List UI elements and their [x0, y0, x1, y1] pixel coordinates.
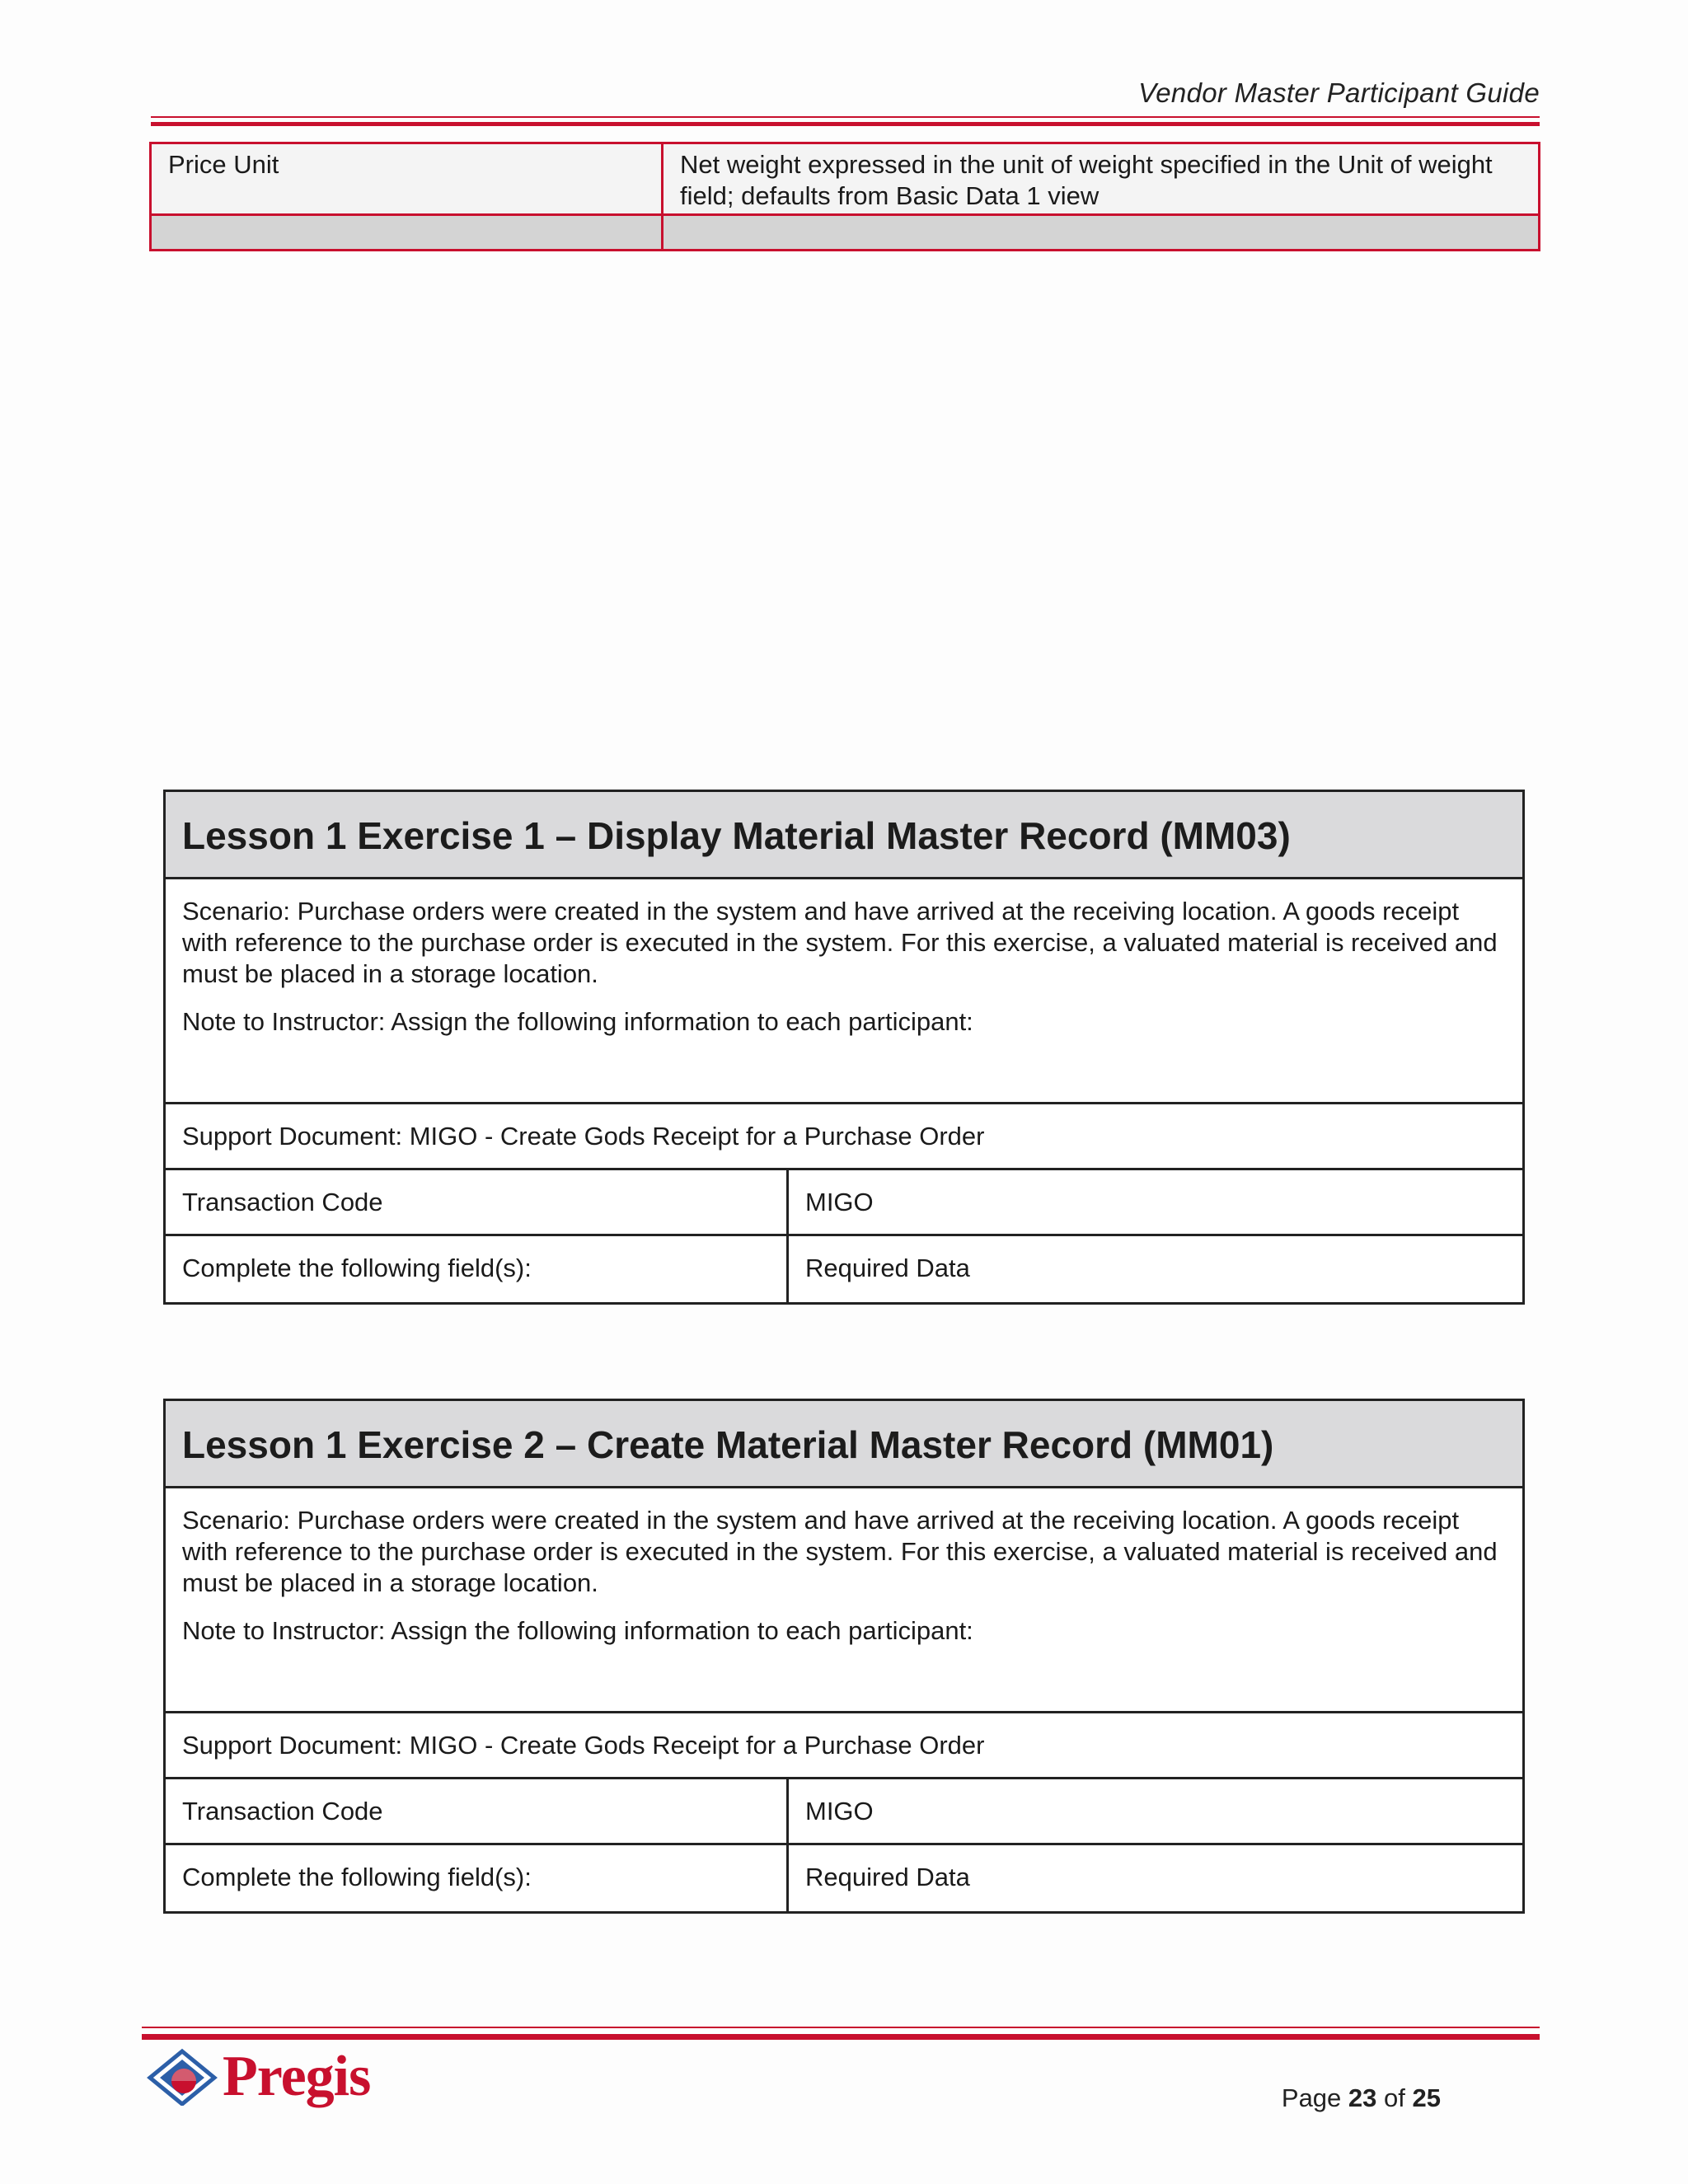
pregis-logo-wordmark: Pregis	[223, 2045, 371, 2108]
field-definition-table	[149, 142, 1540, 251]
support-document-text: Support Document: MIGO - Create Gods Receipt for a Purchase Order	[182, 1731, 985, 1760]
required-data-label: Required Data	[805, 1863, 970, 1891]
header-rule-thick	[151, 122, 1540, 126]
exercise-1-transaction-code-row	[166, 1170, 1522, 1236]
exercise-2-box	[163, 1399, 1525, 1914]
exercise-1-instructor-note: Note to Instructor: Assign the following information to each participant:	[182, 1007, 973, 1036]
page-current: 23	[1348, 2083, 1377, 2112]
table-row-empty	[152, 216, 1538, 249]
empty-cell	[663, 216, 1538, 249]
transaction-code-value: MIGO	[805, 1797, 874, 1825]
header-rule-thin	[151, 116, 1540, 118]
page-total: 25	[1412, 2083, 1441, 2112]
exercise-2-scenario: Scenario: Purchase orders were created in the system and have arrived at the receiving location. A goods receipt with reference to the purchase order is executed in the system. For this exercise, a valuated material is received and must be placed in a storage location.	[182, 1506, 1498, 1597]
exercise-2-instructor-note: Note to Instructor: Assign the following information to each participant:	[182, 1616, 973, 1645]
transaction-code-label: Transaction Code	[166, 1170, 789, 1234]
transaction-code-label: Transaction Code	[166, 1779, 789, 1843]
transaction-code-value: MIGO	[805, 1188, 874, 1216]
empty-cell	[152, 216, 663, 249]
exercise-1-scenario: Scenario: Purchase orders were created in the system and have arrived at the receiving location. A goods receipt with reference to the purchase order is executed in the system. For this exercise, a valuated material is received and must be placed in a storage location.	[182, 897, 1498, 988]
field-description-cell: Net weight expressed in the unit of weight specified in the Unit of weight field; defaults from Basic Data 1 view	[680, 150, 1493, 210]
footer-rule-thin	[142, 2027, 1540, 2028]
footer-rule-thick	[142, 2034, 1540, 2040]
table-row	[152, 144, 1538, 216]
exercise-1-title: Lesson 1 Exercise 1 – Display Material Master Record (MM03)	[166, 792, 1522, 879]
exercise-2-support-document-row	[166, 1713, 1522, 1779]
exercise-1-support-document-row	[166, 1104, 1522, 1170]
support-document-text: Support Document: MIGO - Create Gods Receipt for a Purchase Order	[182, 1122, 985, 1151]
exercise-1-fields-row	[166, 1236, 1522, 1302]
pregis-logo-icon	[147, 2048, 218, 2106]
exercise-2-fields-row	[166, 1845, 1522, 1911]
exercise-1-box	[163, 790, 1525, 1305]
exercise-2-title: Lesson 1 Exercise 2 – Create Material Master Record (MM01)	[166, 1401, 1522, 1488]
exercise-2-transaction-code-row	[166, 1779, 1522, 1845]
pregis-logo	[147, 2044, 370, 2110]
page-of: of	[1384, 2083, 1405, 2112]
fields-label: Complete the following field(s):	[166, 1845, 789, 1911]
page-number	[1282, 2083, 1441, 2113]
field-name-cell: Price Unit	[152, 144, 663, 213]
page-label: Page	[1281, 2083, 1342, 2112]
exercise-1-scenario-section	[166, 879, 1522, 1104]
document-header-title: Vendor Master Participant Guide	[1138, 77, 1540, 108]
fields-label: Complete the following field(s):	[166, 1236, 789, 1302]
exercise-2-scenario-section	[166, 1488, 1522, 1713]
required-data-label: Required Data	[805, 1254, 970, 1282]
